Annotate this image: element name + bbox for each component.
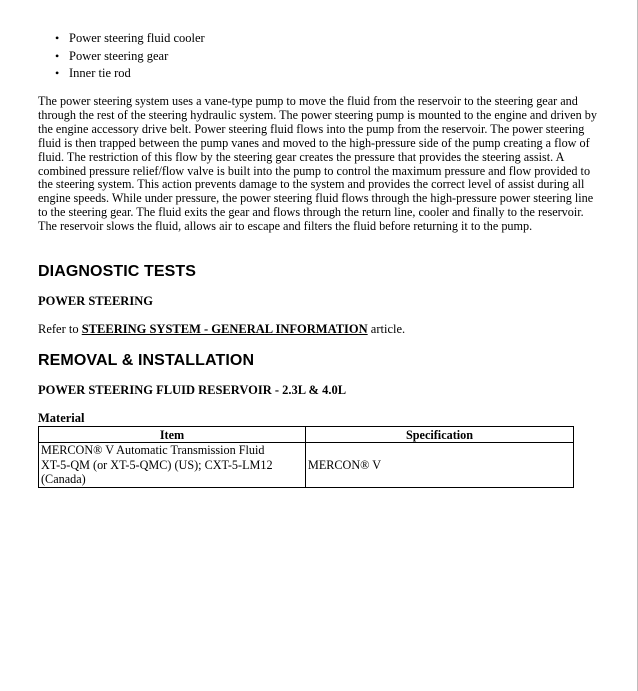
reference-line: [38, 322, 405, 337]
list-item: • Inner tie rod: [52, 65, 205, 83]
steering-system-link[interactable]: STEERING SYSTEM - GENERAL INFORMATION: [81, 322, 368, 336]
item-column-header: Item: [39, 427, 306, 443]
table-header-row: [39, 427, 574, 443]
refer-suffix: article.: [367, 322, 406, 336]
system-description-paragraph: The power steering system uses a vane-type pump to move the fluid from the reservoir to the steering gear and through the rest of the steering hydraulic system. The power steering pump is mounted to the engine and driven by the engine accessory drive belt. Power steering fluid flows into the pump from the reservoir. The power steering fluid is then trapped between the pump vanes and moved to the high-pressure side of the pump creating a flow of fluid. The restriction of this flow by the steering gear creates the pressure that provides the steering assist. A combined pressure relief/flow valve is built into the pump to control the maximum pressure and flow provided to the steering system. This action prevents damage to the system and provides the correct level of assist during all engine speeds. While under pressure, the power steering fluid flows through the high-pressure power steering line to the steering gear. The fluid exits the gear and flows through the return line, cooler and finally to the reservoir. The reservoir slows the fluid, allows air to escape and filters the fluid before returning it to the pump.: [38, 94, 597, 234]
list-item: • Power steering fluid cooler: [52, 30, 205, 48]
material-label: Material: [38, 411, 85, 425]
specification-column-header: Specification: [306, 427, 574, 443]
table-row: [39, 443, 574, 488]
reservoir-subheading: POWER STEERING FLUID RESERVOIR - 2.3L & 4.0L: [38, 383, 347, 397]
item-line: MERCON® V Automatic Transmission Fluid: [41, 443, 265, 457]
list-item: • Power steering gear: [52, 48, 205, 66]
item-cell: [39, 443, 306, 488]
component-list: [52, 30, 205, 83]
power-steering-subheading: POWER STEERING: [38, 294, 153, 308]
item-line: XT-5-QM (or XT-5-QMC) (US); CXT-5-LM12: [41, 457, 273, 472]
item-line: (Canada): [41, 472, 86, 486]
removal-installation-heading: REMOVAL & INSTALLATION: [38, 352, 255, 369]
refer-prefix: Refer to: [38, 322, 82, 336]
material-table: [38, 426, 574, 488]
specification-cell: MERCON® V: [306, 443, 574, 488]
diagnostic-tests-heading: DIAGNOSTIC TESTS: [38, 263, 197, 280]
